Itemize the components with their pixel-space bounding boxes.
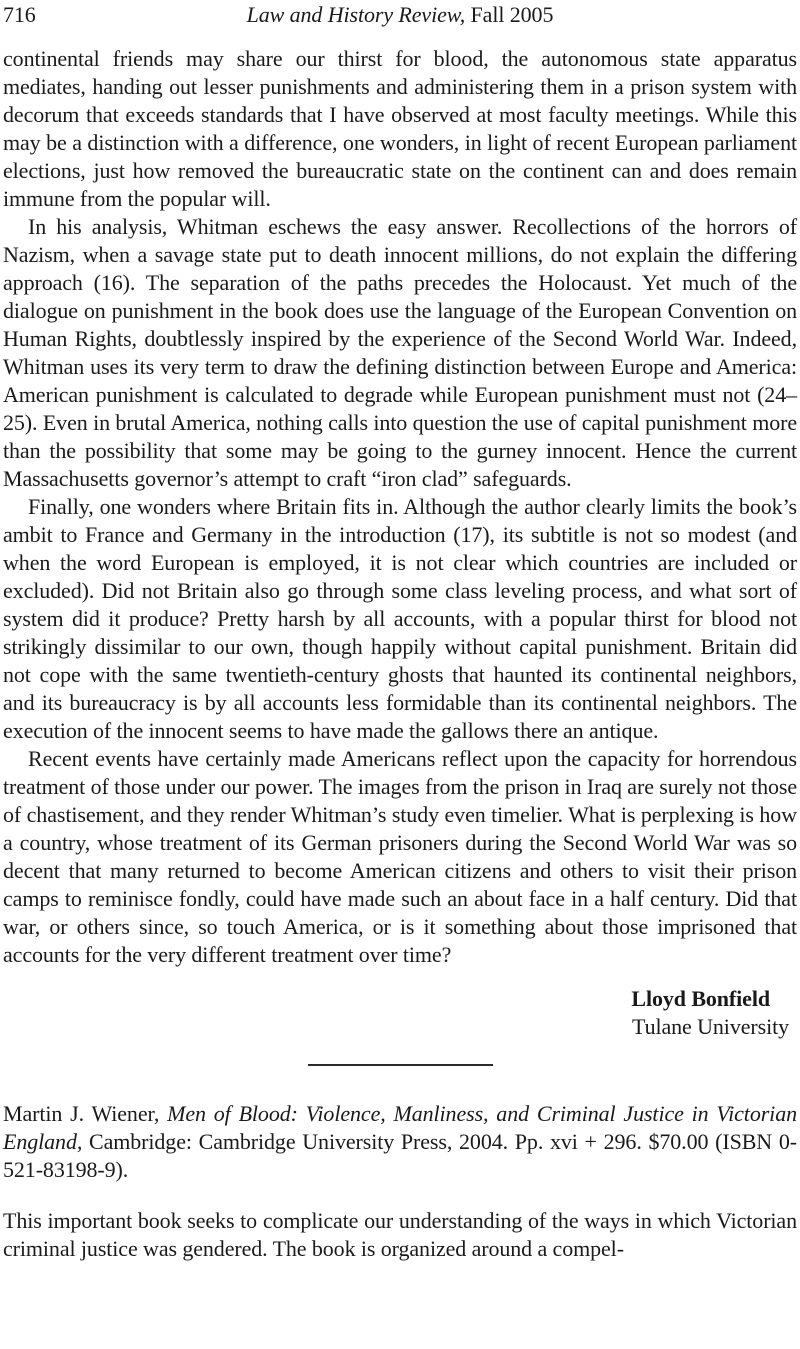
section-divider-rule bbox=[308, 1064, 493, 1066]
reviewer-signature bbox=[3, 985, 797, 1041]
text-segment: Men of Blood: Violence, Manliness, and Criminal Justice in Victorian England, bbox=[3, 1101, 797, 1154]
text-segment: Fall 2005 bbox=[465, 2, 554, 27]
page-number: 716 bbox=[3, 2, 36, 27]
text-segment: Cambridge: Cambridge University Press, 2004. Pp. xvi + 296. $70.00 (ISBN 0-521-83198-9). bbox=[3, 1129, 797, 1182]
review-paragraph-opening: This important book seeks to complicate our understanding of the ways in which Victorian criminal justice was gendered. The book is organized around a compel- bbox=[3, 1208, 797, 1261]
reviewer-affiliation: Tulane University bbox=[632, 1014, 789, 1039]
review-body bbox=[0, 45, 800, 1263]
reviewer-name: Lloyd Bonfield bbox=[631, 986, 770, 1011]
running-head bbox=[0, 0, 800, 29]
review-paragraph: Recent events have certainly made Americans reflect upon the capacity for horrendous treatment of those under our power. The images from the prison in Iraq are surely not those of chastisement, and they render Whitman’s study even timelier. What is perplexing is how a country, whose treatment of its German prisoners during the Second World War was so decent that many returned to become American citizens and others to visit their prison camps to reminisce fondly, could have made such an about face in a half century. Did that war, or others since, so touch America, or is it something about those imprisoned that accounts for the very different treatment over time? bbox=[3, 746, 797, 967]
journal-title bbox=[247, 2, 554, 27]
text-segment: Law and History Review, bbox=[246, 2, 466, 27]
book-citation bbox=[3, 1100, 797, 1184]
text-segment: Martin J. Wiener, bbox=[3, 1101, 168, 1126]
review-paragraph-continuation: continental friends may share our thirst for blood, the autonomous state apparatus mediates, handing out lesser punishments and administering them in a prison system with decorum that exceeds standards that I have observed at most faculty meetings. While this may be a distinction with a difference, one wonders, in light of recent European parliament elections, just how removed the bureaucratic state on the continent can and does remain immune from the popular will. bbox=[3, 46, 797, 211]
review-paragraph: Finally, one wonders where Britain fits in. Although the author clearly limits the book’s ambit to France and Germany in the introduction (17), its subtitle is not so modest (and when the word European is employed, it is not clear which countries are included or excluded). Did not Britain also go through some class leveling process, and what sort of system did it produce? Pretty harsh by all accounts, with a popular thirst for blood not strikingly dissimilar to our own, though happily without capital punishment. Britain did not cope with the same twentieth-century ghosts that haunted its continental neighbors, and its bureaucracy is by all accounts less formidable than its continental neighbors. The execution of the innocent seems to have made the gallows there an antique. bbox=[3, 494, 797, 743]
review-paragraph: In his analysis, Whitman eschews the easy answer. Recollections of the horrors of Nazism, when a savage state put to death innocent millions, do not explain the differing approach (16). The separation of the paths precedes the Holocaust. Yet much of the dialogue on punishment in the book does use the language of the European Convention on Human Rights, doubtlessly inspired by the experience of the Second World War. Indeed, Whitman uses its very term to draw the defining distinction between Europe and America: American punishment is calculated to degrade while European punishment must not (24–25). Even in brutal America, nothing calls into question the use of capital punishment more than the possibility that some may be going to the gurney innocent. Hence the current Massachusetts governor’s attempt to craft “iron clad” safeguards. bbox=[3, 214, 797, 491]
